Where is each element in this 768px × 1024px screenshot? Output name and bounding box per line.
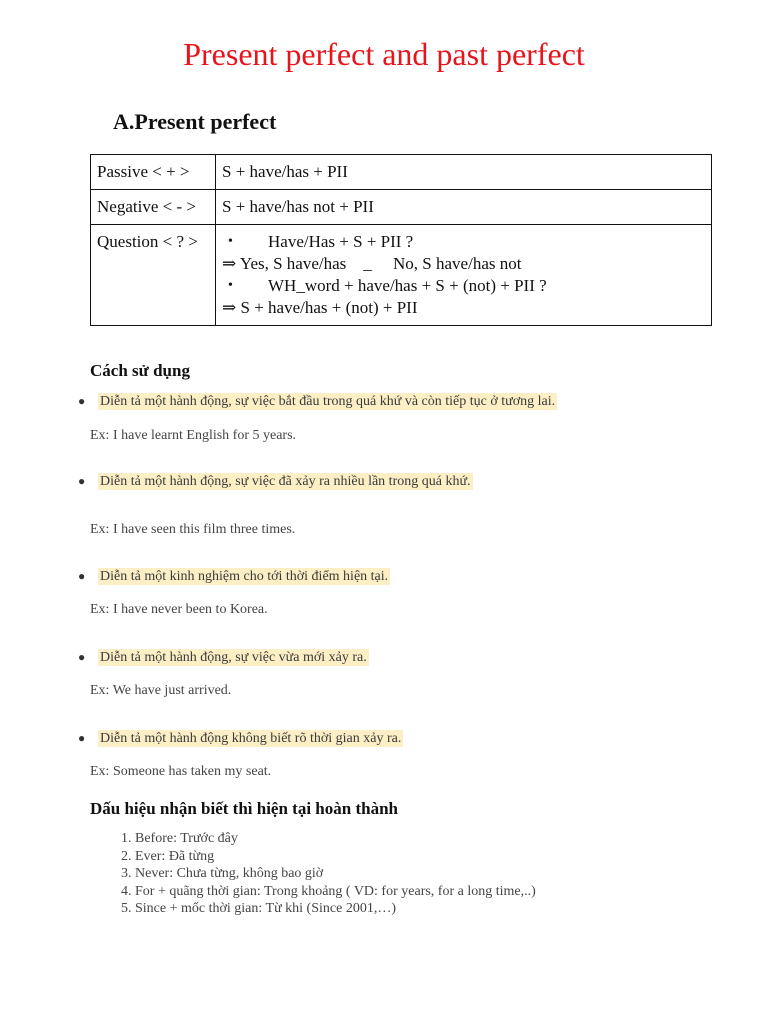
list-item: 1. Before: Trước đây	[135, 830, 536, 848]
list-item: 3. Never: Chưa từng, không bao giờ	[135, 865, 536, 883]
wh-question-answer: ⇒ S + have/has + (not) + PII	[222, 298, 418, 317]
formula-table	[90, 154, 712, 326]
question-answer: ⇒ Yes, S have/has _ No, S have/has not	[222, 254, 522, 273]
usage-example: Ex: I have learnt English for 5 years.	[90, 428, 297, 443]
bullet-icon: ●	[78, 650, 86, 664]
row-formula: S + have/has not + PII	[216, 190, 712, 225]
section-heading-present-perfect: A.Present perfect	[113, 109, 277, 134]
bullet-icon: ●	[78, 731, 86, 745]
list-item: 2. Ever: Đã từng	[135, 848, 536, 866]
usage-heading: Cách sử dụng	[90, 361, 190, 380]
usage-text: Diễn tả một hành động, sự việc vừa mới xảy ra.	[100, 650, 367, 665]
usage-item	[78, 731, 718, 747]
signs-list	[90, 830, 536, 918]
list-item: 5. Since + mốc thời gian: Từ khi (Since 2001,…)	[135, 900, 536, 918]
usage-text: Diễn tả một kinh nghiệm cho tới thời điểm hiện tại.	[100, 569, 389, 584]
usage-text: Diễn tả một hành động, sự việc đã xảy ra nhiều lần trong quá khứ.	[100, 474, 471, 489]
question-formula: • Have/Has + S + PII ?	[222, 231, 705, 253]
usage-example: Ex: I have never been to Korea.	[90, 602, 268, 617]
page-title: Present perfect and past perfect	[183, 36, 585, 72]
row-label: Question < ? >	[91, 225, 216, 326]
usage-text: Diễn tả một hành động, sự việc bắt đầu trong quá khứ và còn tiếp tục ở tương lai.	[100, 394, 556, 409]
usage-text: Diễn tả một hành động không biết rõ thời gian xảy ra.	[100, 731, 402, 746]
usage-example: Ex: Someone has taken my seat.	[90, 764, 272, 779]
bullet-icon: ●	[78, 394, 86, 408]
wh-question-formula: • WH_word + have/has + S + (not) + PII ?	[222, 275, 705, 297]
row-formula: S + have/has + PII	[216, 155, 712, 190]
table-row-question	[91, 225, 712, 326]
usage-example: Ex: I have seen this film three times.	[90, 522, 296, 537]
usage-example: Ex: We have just arrived.	[90, 683, 232, 698]
usage-item	[78, 650, 718, 666]
bullet-icon: ●	[78, 474, 86, 488]
table-row-passive	[91, 155, 712, 190]
list-item: 4. For + quãng thời gian: Trong khoảng ( VD: for years, for a long time,..)	[135, 883, 536, 901]
row-label: Passive < + >	[91, 155, 216, 190]
signs-heading: Dấu hiệu nhận biết thì hiện tại hoàn thành	[90, 799, 398, 818]
bullet-icon: ●	[78, 569, 86, 583]
usage-item	[78, 394, 718, 410]
usage-item	[78, 474, 718, 490]
row-label: Negative < - >	[91, 190, 216, 225]
table-row-negative	[91, 190, 712, 225]
row-formula-question	[216, 225, 712, 326]
usage-item	[78, 569, 718, 585]
